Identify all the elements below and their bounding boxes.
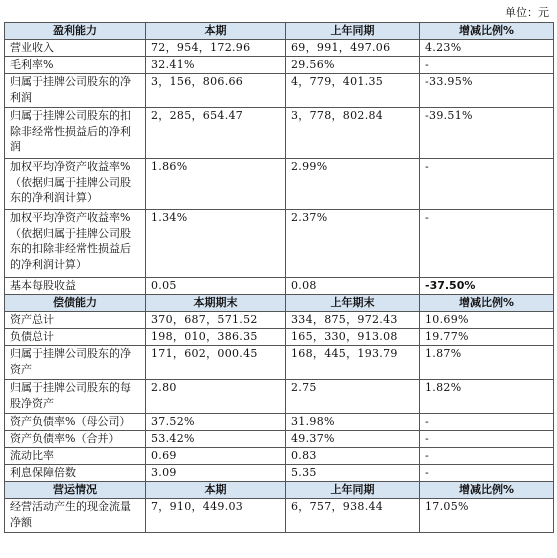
table-header-row	[5, 23, 554, 40]
prior-value: 0.83	[286, 448, 420, 465]
change-ratio: -39.51%	[420, 108, 554, 159]
change-ratio: -33.95%	[420, 74, 554, 108]
change-ratio: 17.05%	[420, 499, 554, 533]
table-header-row	[5, 295, 554, 312]
row-label: 流动比率	[5, 448, 146, 465]
header-cell: 上年期末	[286, 295, 420, 312]
header-cell: 增减比例%	[420, 482, 554, 499]
financial-indicators-table	[4, 22, 554, 533]
current-value: 0.05	[146, 278, 286, 295]
header-cell: 偿债能力	[5, 295, 146, 312]
row-label: 基本每股收益	[5, 278, 146, 295]
current-value: 3.09	[146, 465, 286, 482]
row-label: 归属于挂牌公司股东的净利润	[5, 74, 146, 108]
table-row	[5, 465, 554, 482]
row-label: 资产负债率%（合并）	[5, 431, 146, 448]
change-ratio: 1.87%	[420, 346, 554, 380]
current-value: 2.80	[146, 380, 286, 414]
row-label: 加权平均净资产收益率%（依据归属于挂牌公司股东的净利润计算）	[5, 159, 146, 210]
table-row	[5, 57, 554, 74]
prior-value: 69，991，497.06	[286, 40, 420, 57]
table-row	[5, 380, 554, 414]
change-ratio: 19.77%	[420, 329, 554, 346]
prior-value: 0.08	[286, 278, 420, 295]
current-value: 0.69	[146, 448, 286, 465]
row-label: 利息保障倍数	[5, 465, 146, 482]
prior-value: 49.37%	[286, 431, 420, 448]
table-row	[5, 210, 554, 278]
unit-label: 单位：元	[505, 6, 549, 19]
row-label: 营业收入	[5, 40, 146, 57]
row-label: 归属于挂牌公司股东的扣除非经常性损益后的净利润	[5, 108, 146, 159]
row-label: 归属于挂牌公司股东的每股净资产	[5, 380, 146, 414]
prior-value: 168，445，193.79	[286, 346, 420, 380]
row-label: 毛利率%	[5, 57, 146, 74]
change-ratio: -	[420, 159, 554, 210]
row-label: 资产总计	[5, 312, 146, 329]
header-cell: 营运情况	[5, 482, 146, 499]
change-ratio: -	[420, 210, 554, 278]
prior-value: 31.98%	[286, 414, 420, 431]
current-value: 1.86%	[146, 159, 286, 210]
header-cell: 增减比例%	[420, 295, 554, 312]
change-ratio: -37.50%	[420, 278, 554, 295]
table-row	[5, 278, 554, 295]
row-label: 负债总计	[5, 329, 146, 346]
prior-value: 3，778，802.84	[286, 108, 420, 159]
prior-value: 2.37%	[286, 210, 420, 278]
row-label: 资产负债率%（母公司）	[5, 414, 146, 431]
current-value: 2，285，654.47	[146, 108, 286, 159]
row-label: 归属于挂牌公司股东的净资产	[5, 346, 146, 380]
change-ratio: -	[420, 448, 554, 465]
header-cell: 本期	[146, 482, 286, 499]
prior-value: 5.35	[286, 465, 420, 482]
table-row	[5, 40, 554, 57]
change-ratio: 1.82%	[420, 380, 554, 414]
current-value: 3，156，806.66	[146, 74, 286, 108]
prior-value: 2.99%	[286, 159, 420, 210]
prior-value: 2.75	[286, 380, 420, 414]
table-row	[5, 448, 554, 465]
prior-value: 4，779，401.35	[286, 74, 420, 108]
header-cell: 本期期末	[146, 295, 286, 312]
header-cell: 上年同期	[286, 482, 420, 499]
change-ratio: -	[420, 465, 554, 482]
prior-value: 165，330，913.08	[286, 329, 420, 346]
header-cell: 盈利能力	[5, 23, 146, 40]
table-row	[5, 312, 554, 329]
prior-value: 6，757，938.44	[286, 499, 420, 533]
table-row	[5, 329, 554, 346]
current-value: 370，687，571.52	[146, 312, 286, 329]
change-ratio: 4.23%	[420, 40, 554, 57]
table-row	[5, 431, 554, 448]
table-row	[5, 108, 554, 159]
table-row	[5, 346, 554, 380]
prior-value: 29.56%	[286, 57, 420, 74]
current-value: 7，910，449.03	[146, 499, 286, 533]
change-ratio: -	[420, 414, 554, 431]
table-row	[5, 414, 554, 431]
current-value: 198，010，386.35	[146, 329, 286, 346]
table-row	[5, 159, 554, 210]
current-value: 72，954，172.96	[146, 40, 286, 57]
current-value: 37.52%	[146, 414, 286, 431]
current-value: 171，602，000.45	[146, 346, 286, 380]
table-row	[5, 499, 554, 533]
table-header-row	[5, 482, 554, 499]
current-value: 1.34%	[146, 210, 286, 278]
header-cell: 本期	[146, 23, 286, 40]
header-cell: 上年同期	[286, 23, 420, 40]
prior-value: 334，875，972.43	[286, 312, 420, 329]
table-row	[5, 74, 554, 108]
row-label: 经营活动产生的现金流量净额	[5, 499, 146, 533]
header-cell: 增减比例%	[420, 23, 554, 40]
current-value: 32.41%	[146, 57, 286, 74]
current-value: 53.42%	[146, 431, 286, 448]
row-label: 加权平均净资产收益率%（依据归属于挂牌公司股东的扣除非经常性损益后的净利润计算）	[5, 210, 146, 278]
change-ratio: 10.69%	[420, 312, 554, 329]
change-ratio: -	[420, 57, 554, 74]
change-ratio: -	[420, 431, 554, 448]
